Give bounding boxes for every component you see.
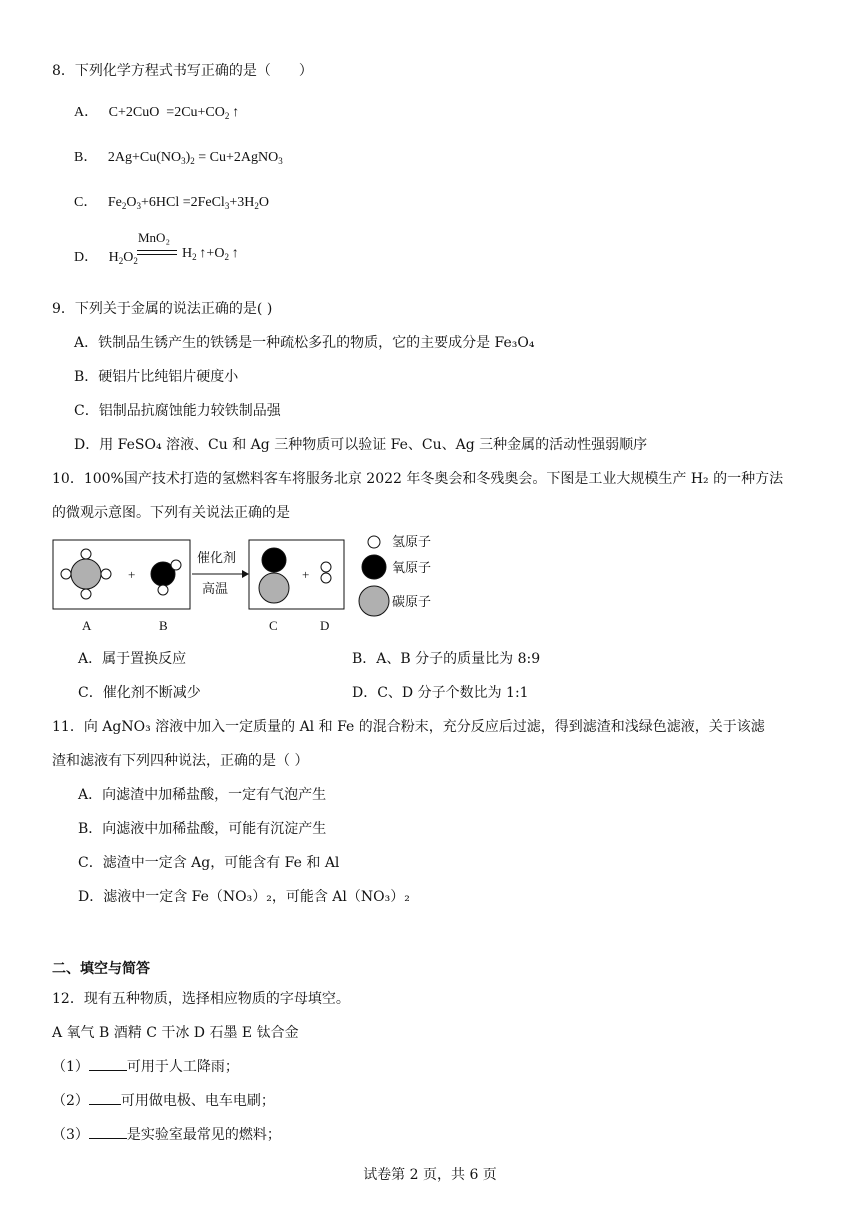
legend-oxygen-icon <box>362 555 386 579</box>
legend-oxygen: 氧原子 <box>392 561 432 576</box>
option-label: A． <box>74 105 99 120</box>
item-text: 是实验室最常见的燃料； <box>126 1127 281 1143</box>
q11-option-c: C．滤渣中一定含 Ag，可能含有 Fe 和 Al <box>78 855 340 871</box>
q10-option-d: D．C、D 分子个数比为 1:1 <box>352 685 529 701</box>
carbon-atom <box>71 559 101 589</box>
oxygen-atom <box>262 548 286 572</box>
q8-option-c <box>74 191 269 211</box>
hydrogen-atom <box>81 589 91 599</box>
legend-carbon: 碳原子 <box>392 595 432 610</box>
plus-sign: + <box>128 567 136 582</box>
q12-item-2 <box>52 1090 275 1110</box>
legend-hydrogen-icon <box>368 536 380 548</box>
equation-a: $C+2CuO =2Cu+CO_2$ ↑ <box>101 105 240 121</box>
q12-item-3 <box>52 1124 281 1144</box>
hydrogen-atom <box>158 585 168 595</box>
q8-option-d <box>74 246 138 266</box>
legend-carbon-icon <box>359 586 389 616</box>
plus-sign: + <box>302 567 310 582</box>
q12-choices: A 氧气 B 酒精 C 干冰 D 石墨 E 钛合金 <box>52 1025 299 1041</box>
label-b: B <box>159 618 168 633</box>
hydrogen-atom <box>321 562 331 572</box>
q12-item-1 <box>52 1056 239 1076</box>
equals-line-top <box>137 250 177 251</box>
label-d: D <box>320 618 330 633</box>
answer-blank[interactable] <box>89 1124 127 1139</box>
q9-option-a: A．铁制品生锈产生的铁锈是一种疏松多孔的物质，它的主要成分是 Fe₃O₄ <box>74 335 535 351</box>
arrow-head <box>242 570 249 578</box>
question-11-stem-line1: 11．向 AgNO₃ 溶液中加入一定质量的 Al 和 Fe 的混合粉末，充分反应后过滤，得到滤渣和浅绿色滤液，关于该滤 <box>52 719 765 735</box>
equation-c: $Fe_2O_3+6HCl$ $=2FeCl_3+3H_2O$ <box>100 195 269 211</box>
question-11-stem-line2: 渣和滤液有下列四种说法，正确的是（ ） <box>52 753 309 769</box>
question-10-stem-line2: 的微观示意图。下列有关说法正确的是 <box>52 505 290 521</box>
q10-option-a: A．属于置换反应 <box>78 651 187 667</box>
item-text: 可用做电极、电车电刷； <box>120 1093 275 1109</box>
legend <box>359 535 431 616</box>
item-number: （3） <box>52 1127 89 1143</box>
option-label: B． <box>74 150 98 165</box>
hydrogen-atom <box>81 549 91 559</box>
equals-line-bottom <box>137 254 177 255</box>
molecular-diagram <box>52 532 452 637</box>
page-footer: 试卷第 2 页，共 6 页 <box>363 1167 497 1183</box>
hydrogen-atom <box>171 560 181 570</box>
equation-b: $2Ag+Cu(NO_3)_2$ = Cu+2AgNO$_3$ <box>100 150 283 166</box>
q10-option-c: C．催化剂不断减少 <box>78 685 201 701</box>
option-label: D． <box>74 250 99 265</box>
item-text: 可用于人工降雨； <box>126 1059 239 1075</box>
question-10-stem-line1: 10．100%国产技术打造的氢燃料客车将服务北京 2022 年冬奥会和冬残奥会。下图是工业大规模生产 H₂ 的一种方法 <box>52 471 784 487</box>
q11-option-b: B．向滤液中加稀盐酸，可能有沉淀产生 <box>78 821 327 837</box>
q11-option-a: A．向滤渣中加稀盐酸，一定有气泡产生 <box>78 787 327 803</box>
arrow-bottom-label: 高温 <box>202 582 229 597</box>
equation-d-products: $H_2$ $↑+O_2$ ↑ <box>182 246 239 262</box>
hydrogen-atom <box>321 573 331 583</box>
option-label: C． <box>74 195 98 210</box>
label-c: C <box>269 618 278 633</box>
q9-option-d: D．用 FeSO₄ 溶液、Cu 和 Ag 三种物质可以验证 Fe、Cu、Ag 三种金属的活动性强弱顺序 <box>74 437 648 453</box>
equation-d: $H_2O_2$ <box>101 250 138 266</box>
molecule-b <box>151 560 181 595</box>
q11-option-d: D．滤液中一定含 Fe（NO₃）₂，可能含 Al（NO₃）₂ <box>78 889 410 905</box>
item-number: （2） <box>52 1093 89 1109</box>
answer-blank[interactable] <box>89 1090 121 1105</box>
question-12-stem: 12．现有五种物质，选择相应物质的字母填空。 <box>52 991 350 1007</box>
q9-option-b: B．硬铝片比纯铝片硬度小 <box>74 369 239 385</box>
molecule-d <box>321 562 331 583</box>
hydrogen-atom <box>101 569 111 579</box>
hydrogen-atom <box>61 569 71 579</box>
section-2-title: 二、填空与简答 <box>52 961 150 977</box>
question-9-stem: 9．下列关于金属的说法正确的是( ) <box>52 301 273 317</box>
legend-hydrogen: 氢原子 <box>392 535 432 550</box>
arrow-top-label: 催化剂 <box>197 551 237 566</box>
answer-blank[interactable] <box>89 1056 127 1071</box>
q8-option-a <box>74 101 239 121</box>
molecule-c <box>259 548 289 603</box>
q8-option-b <box>74 146 283 166</box>
molecule-a <box>61 549 111 599</box>
catalyst-label: MnO₂ <box>138 230 170 245</box>
q9-option-c: C．铝制品抗腐蚀能力较铁制品强 <box>74 403 281 419</box>
label-a: A <box>82 618 92 633</box>
q10-option-b: B．A、B 分子的质量比为 8:9 <box>352 651 541 667</box>
carbon-atom <box>259 573 289 603</box>
item-number: （1） <box>52 1059 89 1075</box>
question-8-stem: 8．下列化学方程式书写正确的是（ ） <box>52 63 313 79</box>
